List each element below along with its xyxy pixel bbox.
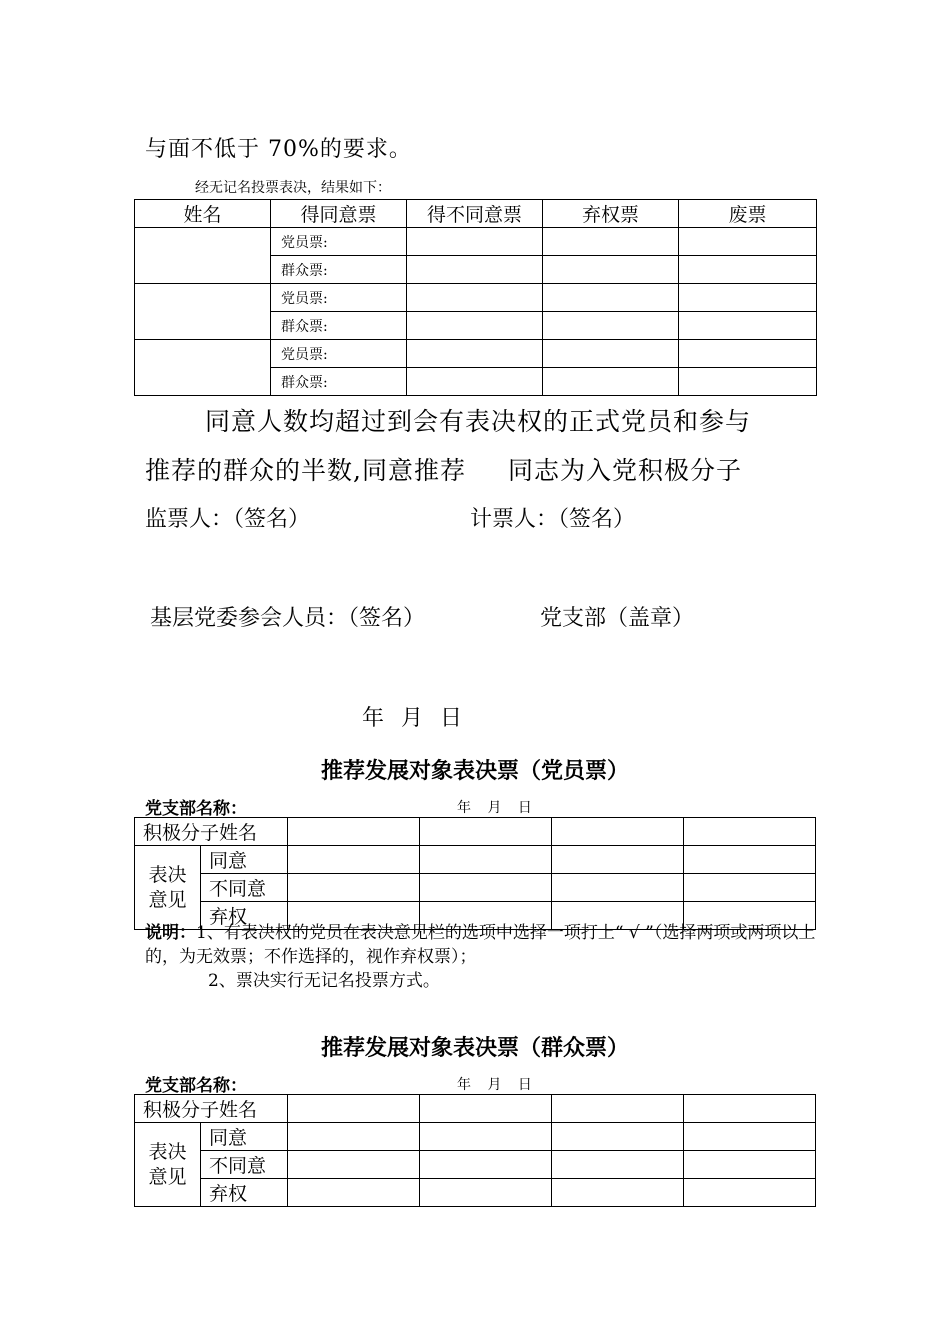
vote-result-table xyxy=(134,199,817,396)
intro-line-2: 经无记名投票表决，结果如下： xyxy=(195,180,391,196)
vote-cell[interactable] xyxy=(552,1179,684,1207)
vote-cell[interactable] xyxy=(684,846,816,874)
table-cell[interactable] xyxy=(543,228,679,256)
candidate-name-label: 积极分子姓名 xyxy=(135,818,288,846)
candidate-cell[interactable] xyxy=(552,1095,684,1123)
member-ballot-table xyxy=(134,817,816,930)
vote-cell[interactable] xyxy=(684,1123,816,1151)
committee-signature: 基层党委参会人员：（签名） xyxy=(150,606,426,631)
candidate-cell[interactable] xyxy=(552,818,684,846)
candidate-cell[interactable] xyxy=(420,1095,552,1123)
option-abstain: 弃权 xyxy=(201,1179,288,1207)
table-cell[interactable] xyxy=(543,368,679,396)
name-cell[interactable] xyxy=(135,284,271,340)
table-cell[interactable] xyxy=(543,256,679,284)
table-cell[interactable] xyxy=(407,340,543,368)
vote-cell[interactable] xyxy=(288,846,420,874)
vote-cell[interactable] xyxy=(288,874,420,902)
vote-cell[interactable] xyxy=(552,1123,684,1151)
name-cell[interactable] xyxy=(135,228,271,284)
table-cell[interactable] xyxy=(407,368,543,396)
table-row xyxy=(135,1095,816,1123)
opinion-label-line-2: 意见 xyxy=(148,888,187,911)
opinion-label xyxy=(135,846,201,930)
member-branch-label: 党支部名称： xyxy=(145,799,247,819)
vote-cell[interactable] xyxy=(420,1151,552,1179)
public-vote-label: 群众票: xyxy=(271,368,407,396)
option-agree: 同意 xyxy=(201,846,288,874)
opinion-label xyxy=(135,1123,201,1207)
table-row xyxy=(135,818,816,846)
table-cell[interactable] xyxy=(679,256,817,284)
member-vote-label: 党员票: xyxy=(271,340,407,368)
opinion-label-line-2: 意见 xyxy=(148,1165,187,1188)
member-vote-label: 党员票: xyxy=(271,284,407,312)
vote-cell[interactable] xyxy=(684,874,816,902)
option-disagree: 不同意 xyxy=(201,874,288,902)
public-branch-label: 党支部名称： xyxy=(145,1076,247,1096)
candidate-cell[interactable] xyxy=(684,1095,816,1123)
note-label: 说明： xyxy=(145,923,196,943)
statement-line-2 xyxy=(145,451,742,487)
vote-table-header xyxy=(135,200,817,228)
candidate-name-label: 积极分子姓名 xyxy=(135,1095,288,1123)
vote-cell[interactable] xyxy=(552,874,684,902)
monitor-signature: 监票人：（签名） xyxy=(145,507,311,532)
public-vote-label: 群众票: xyxy=(271,256,407,284)
table-cell[interactable] xyxy=(679,312,817,340)
table-row xyxy=(135,1179,816,1207)
public-ballot-table xyxy=(134,1094,816,1207)
public-ballot-date: 年 月 日 xyxy=(457,1077,532,1093)
header-invalid: 废票 xyxy=(679,200,817,228)
vote-cell[interactable] xyxy=(684,1151,816,1179)
vote-cell[interactable] xyxy=(288,1151,420,1179)
vote-cell[interactable] xyxy=(420,1179,552,1207)
table-cell[interactable] xyxy=(679,284,817,312)
signature-date: 年 月 日 xyxy=(362,706,462,731)
table-row xyxy=(135,340,817,368)
table-cell[interactable] xyxy=(679,368,817,396)
table-cell[interactable] xyxy=(679,340,817,368)
public-ballot-title: 推荐发展对象表决票（群众票） xyxy=(320,1036,629,1061)
header-abstain: 弃权票 xyxy=(543,200,679,228)
opinion-label-line-1: 表决 xyxy=(148,1140,187,1163)
ballot-note xyxy=(145,921,825,993)
intro-line-1: 与面不低于 70%的要求。 xyxy=(145,137,412,162)
candidate-cell[interactable] xyxy=(288,1095,420,1123)
table-row xyxy=(135,846,816,874)
option-agree: 同意 xyxy=(201,1123,288,1151)
member-ballot-date: 年 月 日 xyxy=(457,800,532,816)
member-vote-label: 党员票: xyxy=(271,228,407,256)
branch-seal: 党支部（盖章） xyxy=(540,606,695,631)
vote-cell[interactable] xyxy=(420,846,552,874)
table-cell[interactable] xyxy=(543,284,679,312)
vote-cell[interactable] xyxy=(684,1179,816,1207)
option-disagree: 不同意 xyxy=(201,1151,288,1179)
vote-cell[interactable] xyxy=(420,874,552,902)
statement-line-1: 同意人数均超过到会有表决权的正式党员和参与 xyxy=(205,407,752,436)
table-row xyxy=(135,874,816,902)
statement-line-2a: 推荐的群众的半数,同意推荐 xyxy=(145,456,466,485)
vote-cell[interactable] xyxy=(288,1179,420,1207)
table-cell[interactable] xyxy=(407,256,543,284)
candidate-cell[interactable] xyxy=(420,818,552,846)
candidate-cell[interactable] xyxy=(684,818,816,846)
table-cell[interactable] xyxy=(407,228,543,256)
statement-line-2b: 同志为入党积极分子 xyxy=(507,456,742,485)
header-disagree: 得不同意票 xyxy=(407,200,543,228)
vote-cell[interactable] xyxy=(288,1123,420,1151)
table-cell[interactable] xyxy=(679,228,817,256)
counter-signature: 计票人：（签名） xyxy=(470,507,636,532)
note-item-1: 1、有表决权的党员在表决意见栏的选项中选择一项打上“ √ ”（选择两项或两项以上的，为无效票；不作选择的，视作弃权票）； xyxy=(145,923,816,967)
note-item-2: 2、票决实行无记名投票方式。 xyxy=(208,971,440,991)
table-cell[interactable] xyxy=(407,284,543,312)
opinion-label-line-1: 表决 xyxy=(148,863,187,886)
vote-cell[interactable] xyxy=(420,1123,552,1151)
candidate-cell[interactable] xyxy=(288,818,420,846)
table-row xyxy=(135,284,817,312)
table-cell[interactable] xyxy=(407,312,543,340)
table-row xyxy=(135,228,817,256)
table-row xyxy=(135,1151,816,1179)
table-row xyxy=(135,1123,816,1151)
vote-cell[interactable] xyxy=(552,1151,684,1179)
public-vote-label: 群众票: xyxy=(271,312,407,340)
table-cell[interactable] xyxy=(543,340,679,368)
table-cell[interactable] xyxy=(543,312,679,340)
option-abstain: 弃权 xyxy=(201,902,288,930)
name-cell[interactable] xyxy=(135,340,271,396)
header-agree: 得同意票 xyxy=(271,200,407,228)
vote-cell[interactable] xyxy=(552,846,684,874)
member-ballot-title: 推荐发展对象表决票（党员票） xyxy=(320,759,629,784)
header-name: 姓名 xyxy=(135,200,271,228)
